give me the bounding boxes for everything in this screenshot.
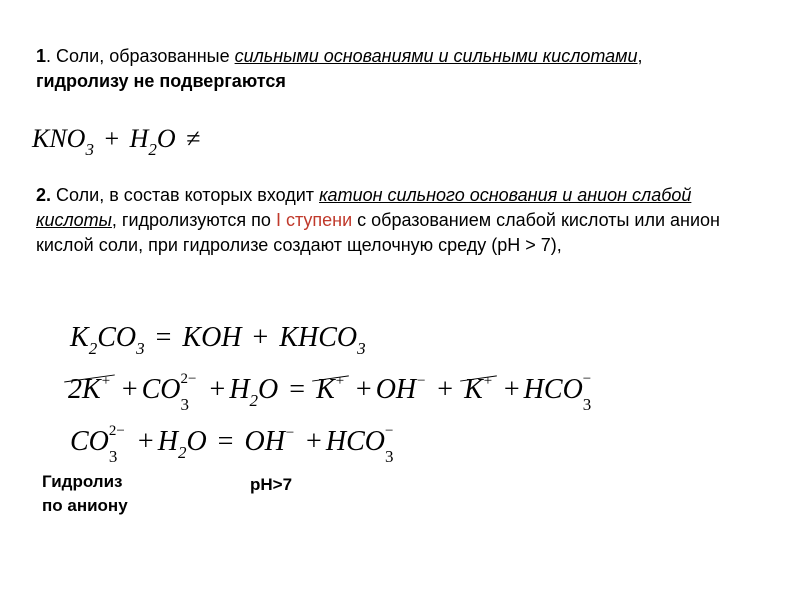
equation-full-ionic: [68, 371, 601, 414]
eq2-crossed-k-1: [316, 374, 345, 406]
eq2-hco: HCO: [523, 374, 583, 405]
p2-red-text: I ступени: [275, 210, 353, 230]
label-hydrolysis-line-2: по аниону: [42, 496, 128, 515]
eq2-plus-4: +: [437, 374, 454, 405]
eq0-sub-3: 3: [85, 140, 94, 159]
eq2-co-sub: 3: [180, 395, 190, 414]
eq3-plus-1: +: [137, 426, 154, 457]
p1-text-2: ,: [637, 46, 643, 66]
eq2-hco-sub: 3: [582, 395, 592, 414]
eq3-oh-charge: −: [284, 425, 296, 441]
paragraph-1: [36, 44, 736, 94]
eq2-k-2-charge: +: [482, 373, 493, 389]
eq2-2k: 2K: [68, 374, 101, 405]
eq2-k: K: [316, 374, 335, 405]
eq1-k: K: [70, 322, 89, 353]
eq1-co: CO: [97, 322, 137, 353]
eq2-crossed-k-2: [464, 374, 493, 406]
eq3-hco-sub: 3: [384, 447, 394, 466]
eq3-h-sub: 2: [177, 443, 187, 462]
eq2-co: CO: [141, 374, 181, 405]
eq1-sub-3: 3: [136, 339, 145, 358]
p2-text-3: с образованием слабой кислоты или анион кислой соли, при гидролизе создают щелочную среду (pH > 7),: [36, 210, 720, 255]
eq1-sub-3b: 3: [357, 339, 366, 358]
eq2-k-charge: +: [334, 373, 345, 389]
eq0-plus: +: [104, 124, 120, 153]
equation-molecular: [70, 322, 366, 358]
label-hydrolysis-by-anion: [42, 470, 128, 518]
item-number-2: 2.: [36, 185, 52, 205]
eq0-kno: KNO: [32, 124, 86, 153]
eq3-h: H: [157, 426, 178, 457]
eq2-k-2: K: [464, 374, 483, 405]
eq3-o: O: [186, 426, 207, 457]
p2-text-2: , гидролизуются по: [111, 210, 276, 230]
eq0-sub-2: 2: [148, 140, 157, 159]
p1-text-1: . Соли, образованные: [46, 46, 235, 66]
eq2-hco-indices: [582, 371, 601, 414]
eq3-co-charge: 2−: [108, 423, 125, 439]
eq0-h: H: [129, 124, 149, 153]
p1-bold-text: гидролизу не подвергаются: [36, 71, 286, 91]
eq3-equals: =: [217, 426, 234, 457]
eq2-plus-3: +: [355, 374, 372, 405]
label-hydrolysis-line-1: Гидролиз: [42, 472, 123, 491]
eq3-co-sub: 3: [108, 447, 118, 466]
eq1-sub-2: 2: [88, 339, 98, 358]
eq2-hco-charge: −: [582, 371, 592, 387]
eq2-h-sub: 2: [249, 391, 259, 410]
label-ph: pH>7: [250, 475, 293, 494]
eq1-equals: =: [155, 322, 172, 353]
eq3-co-indices: [108, 423, 127, 466]
eq2-plus-5: +: [503, 374, 520, 405]
equation-kno3: [32, 124, 204, 159]
eq2-h: H: [229, 374, 250, 405]
p2-text-1: Соли, в состав которых входит: [51, 185, 320, 205]
eq2-plus-1: +: [121, 374, 138, 405]
eq3-plus-2: +: [306, 426, 322, 457]
eq1-plus: +: [252, 322, 269, 353]
eq1-koh: KOH: [182, 322, 242, 353]
eq2-o: O: [258, 374, 279, 405]
eq0-not-equal: ≠: [186, 124, 201, 153]
eq2-sup-plus: +: [100, 373, 111, 389]
eq0-o: O: [156, 124, 176, 153]
eq3-co: CO: [70, 426, 109, 457]
p1-underlined-text: сильными основаниями и сильными кислотами: [234, 46, 638, 66]
p2-underlined-text: катион сильного основания и анион слабой кислоты: [36, 185, 692, 230]
eq2-co-charge: 2−: [180, 371, 197, 387]
equation-short-ionic: [70, 423, 403, 466]
eq2-crossed-2k: [68, 374, 111, 406]
eq2-oh-charge: −: [416, 373, 427, 389]
eq3-oh: OH: [244, 426, 285, 457]
eq1-khco: KHCO: [279, 322, 358, 353]
eq2-oh: OH: [375, 374, 417, 405]
eq2-co-indices: [180, 371, 199, 414]
eq3-hco-charge: −: [384, 423, 394, 439]
eq2-equals: =: [289, 374, 306, 405]
eq3-hco-indices: [384, 423, 403, 466]
item-number-1: 1: [36, 46, 47, 66]
paragraph-2: [36, 183, 776, 258]
eq2-plus-2: +: [209, 374, 226, 405]
eq3-hco: HCO: [325, 426, 385, 457]
